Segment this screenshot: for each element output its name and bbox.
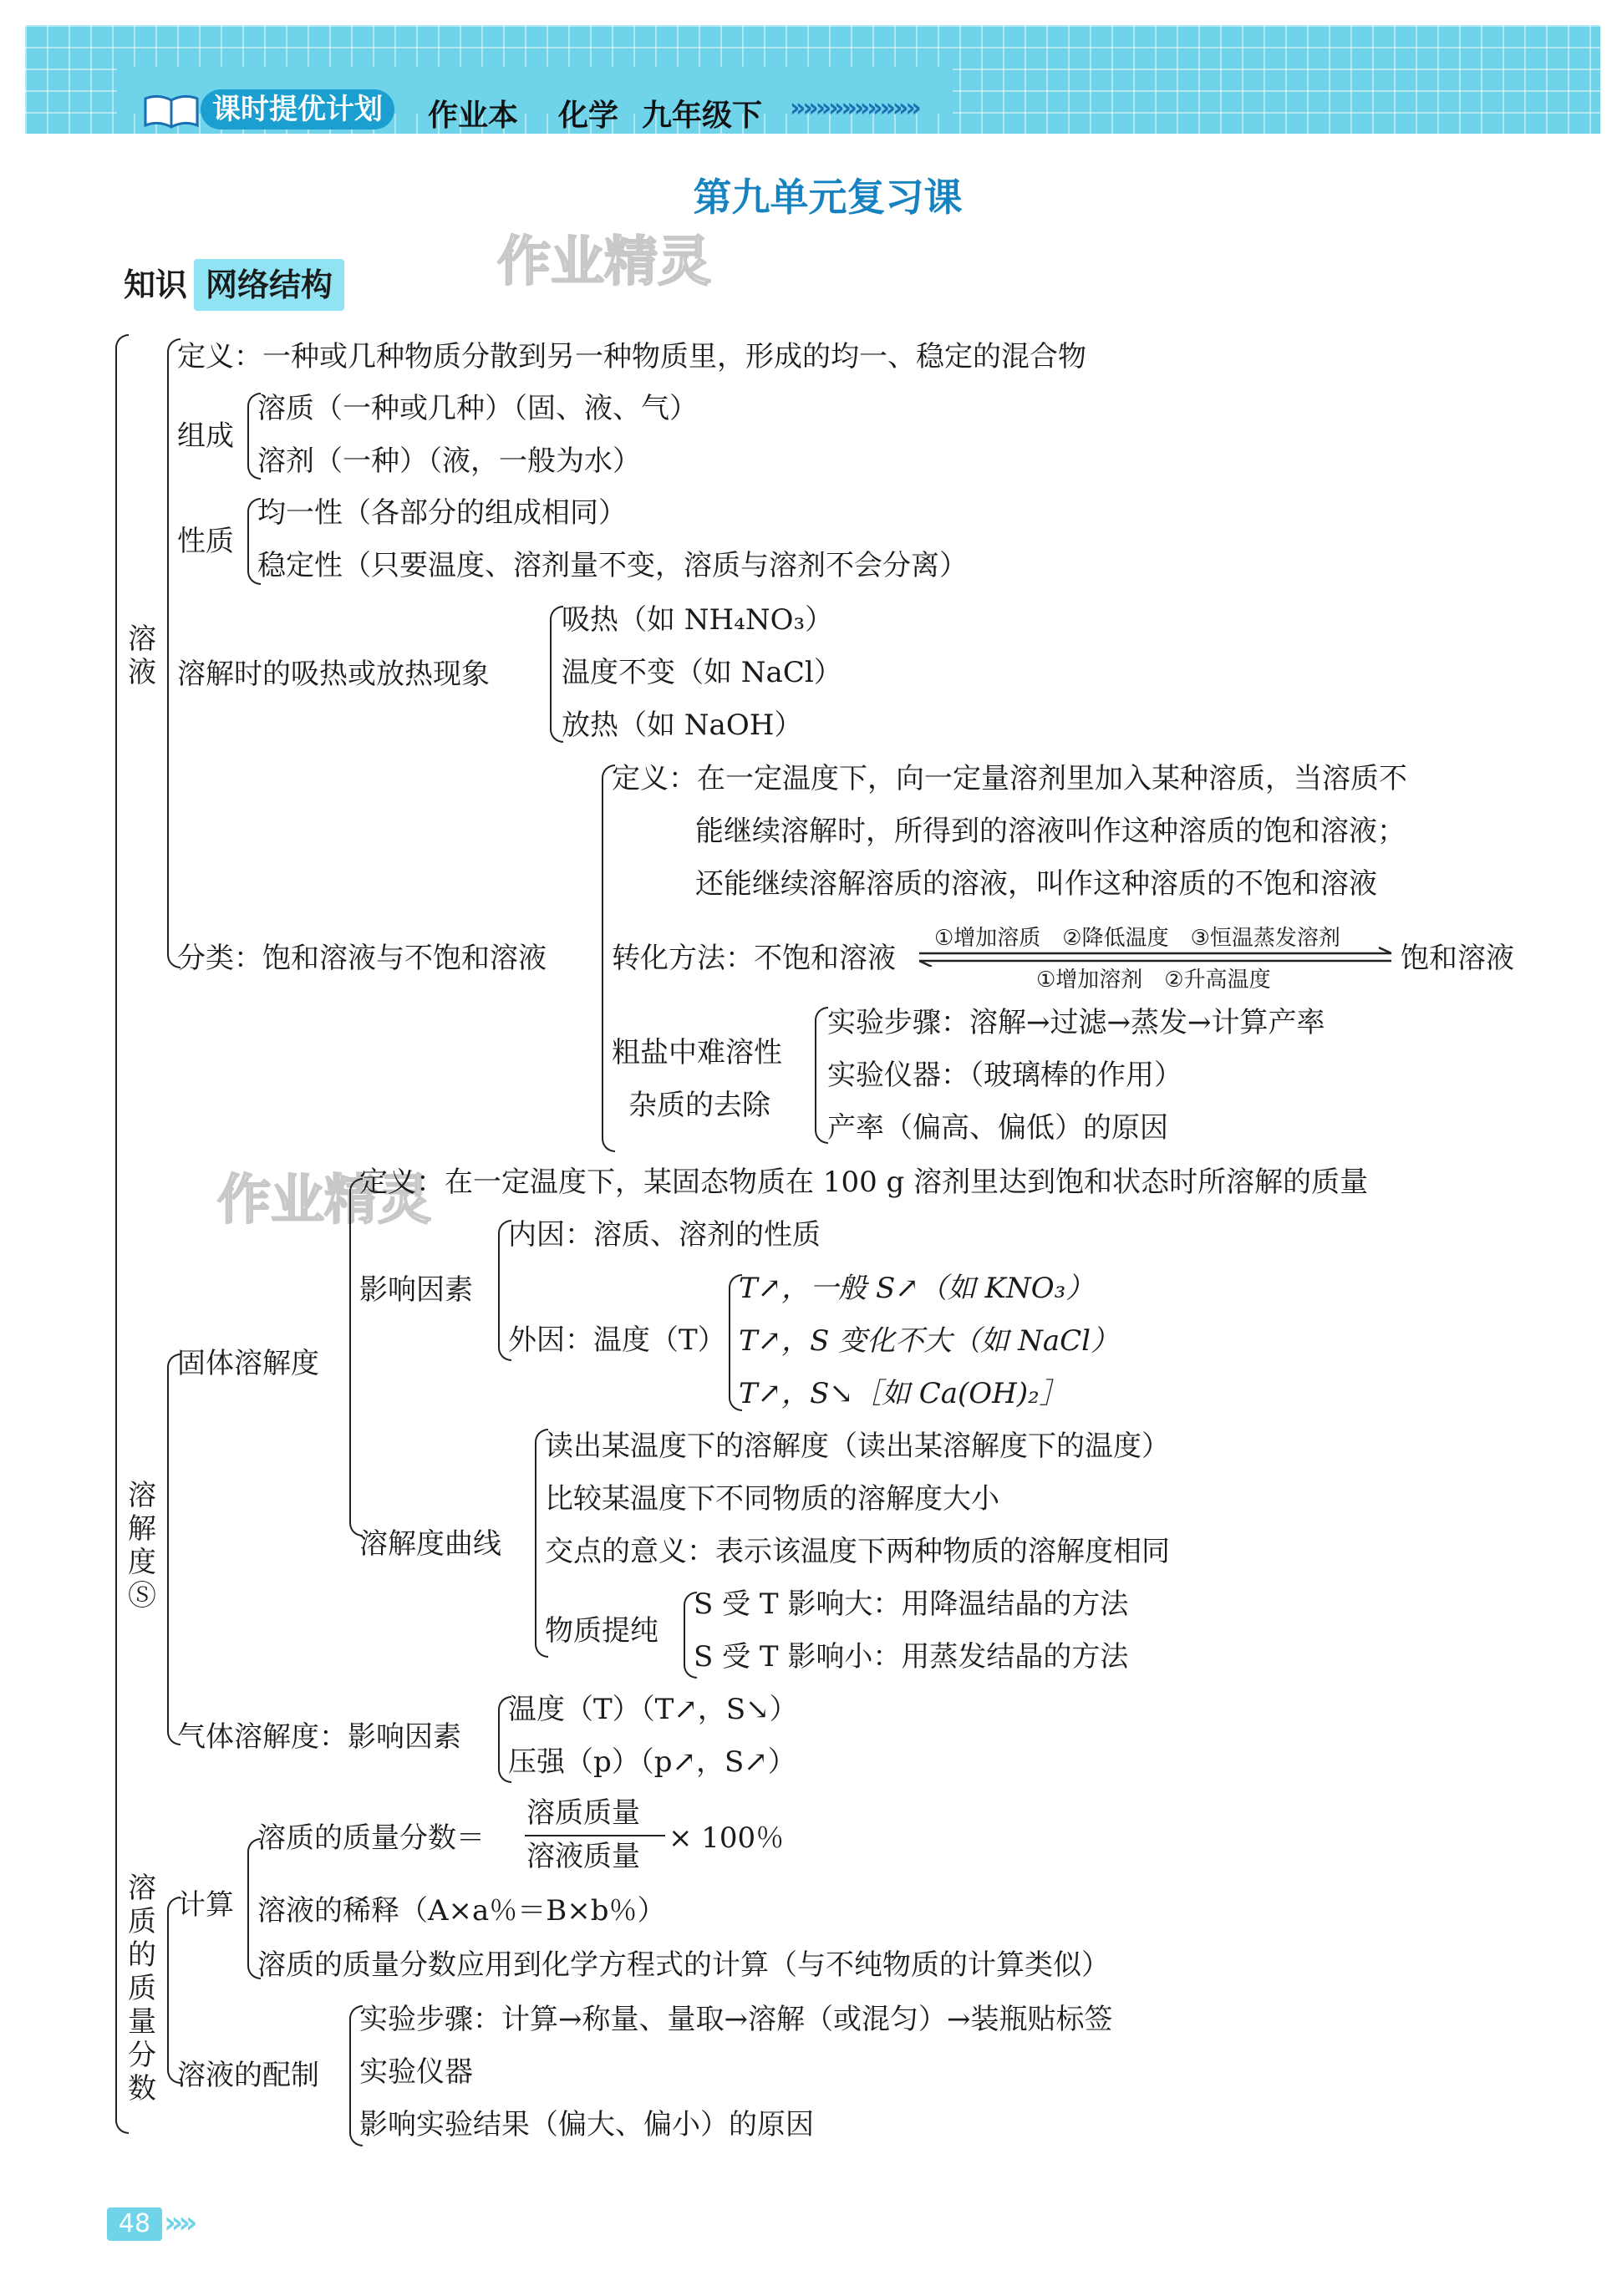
formula-suffix: × 100％: [669, 1821, 785, 1855]
external-item: T↗，S 变化不大（如 NaCl）: [739, 1324, 1119, 1358]
composition-label: 组成: [177, 419, 234, 453]
dilution: 溶液的稀释（A×a％＝B×b％）: [257, 1894, 666, 1928]
brace-root: [115, 334, 129, 2134]
purify-item: S 受 T 影响小：用蒸发结晶的方法: [694, 1640, 1129, 1674]
heat-item: 吸热（如 NH₄NO₃）: [562, 603, 834, 637]
gas-item: 温度（T）（T↗，S↘）: [508, 1693, 798, 1726]
brace-salt: [815, 1007, 828, 1144]
prep-item: 实验仪器: [359, 2055, 473, 2089]
root-solubility: 溶 解 度 Ⓢ: [128, 1479, 156, 1613]
property-item: 均一性（各部分的组成相同）: [257, 496, 627, 530]
curve-item: 读出某温度下的溶解度（读出某溶解度下的温度）: [545, 1430, 1170, 1463]
heat-item: 温度不变（如 NaCl）: [562, 656, 842, 689]
calc-label: 计算: [177, 1888, 234, 1922]
salt-label: 粗盐中难溶性: [612, 1036, 782, 1069]
section-label-b: 网络结构: [194, 259, 344, 311]
root-solution: 溶 液: [128, 622, 156, 689]
class-definition-line: 定义：在一定温度下，向一定量溶剂里加入某种溶质，当溶质不: [612, 762, 1407, 795]
class-definition-line: 还能继续溶解溶质的溶液，叫作这种溶质的不饱和溶液: [695, 867, 1377, 901]
heat-label: 溶解时的吸热或放热现象: [177, 658, 490, 691]
page-arrows: »»: [164, 2206, 193, 2240]
header-subject: 化学: [558, 99, 619, 133]
formula-prefix: 溶质的质量分数＝: [257, 1821, 485, 1855]
purify-item: S 受 T 影响大：用降温结晶的方法: [694, 1587, 1129, 1621]
property-label: 性质: [177, 525, 234, 558]
salt-label: 杂质的去除: [628, 1089, 770, 1122]
external-item: T↗，S↘［如 Ca(OH)₂］: [739, 1377, 1068, 1410]
root-mass-fraction: 溶 质 的 质 量 分 数: [128, 1872, 156, 2106]
formula-numerator: 溶质质量: [526, 1796, 640, 1830]
class-definition-line: 能继续溶解时，所得到的溶液叫作这种溶质的饱和溶液；: [695, 815, 1406, 848]
formula-denominator: 溶液质量: [526, 1840, 640, 1873]
curve-item: 交点的意义：表示该温度下两种物质的溶解度相同: [545, 1535, 1170, 1568]
salt-item: 实验仪器：（玻璃棒的作用）: [827, 1059, 1182, 1092]
solid-label: 固体溶解度: [177, 1347, 319, 1380]
section-label-a: 知识: [124, 267, 188, 303]
purify-label: 物质提纯: [545, 1614, 658, 1648]
page-title: 第九单元复习课: [693, 175, 963, 220]
header-book: 作业本: [428, 99, 519, 133]
property-item: 稳定性（只要温度、溶剂量不变，溶质与溶剂不会分离）: [257, 549, 968, 582]
watermark: 作业精灵: [497, 231, 711, 293]
gas-label: 气体溶解度：影响因素: [177, 1720, 461, 1754]
salt-item: 实验步骤：溶解→过滤→蒸发→计算产率: [827, 1006, 1325, 1039]
book-icon: [142, 92, 201, 129]
convert-suffix: 饱和溶液: [1401, 942, 1514, 975]
header-brand: 课时提优计划: [201, 89, 394, 130]
watermark: 作业精灵: [217, 1170, 431, 1232]
internal-factor: 内因：溶质、溶剂的性质: [508, 1218, 821, 1252]
prep-item: 影响实验结果（偏大、偏小）的原因: [359, 2108, 814, 2141]
brace-solubility: [167, 1354, 181, 1745]
composition-item: 溶质（一种或几种）（固、液、气）: [257, 392, 698, 425]
equation-calc: 溶质的质量分数应用到化学方程式的计算（与不纯物质的计算类似）: [257, 1948, 1110, 1982]
convert-double-arrow: [911, 947, 1400, 967]
prep-item: 实验步骤：计算→称量、量取→溶解（或混匀）→装瓶贴标签: [359, 2003, 1113, 2036]
class-label: 分类：饱和溶液与不饱和溶液: [177, 942, 547, 975]
curve-label: 溶解度曲线: [359, 1527, 501, 1561]
page-number: 48: [107, 2207, 162, 2241]
convert-bottom-label: ①增加溶剂 ②升高温度: [1036, 968, 1271, 993]
solubility-definition: 定义：在一定温度下，某固态物质在 100 g 溶剂里达到饱和状态时所溶解的质量: [359, 1166, 1369, 1199]
composition-item: 溶剂（一种）（液，一般为水）: [257, 444, 641, 478]
fraction-bar: [525, 1835, 665, 1836]
solution-definition: 定义：一种或几种物质分散到另一种物质里，形成的均一、稳定的混合物: [177, 340, 1086, 373]
header-arrows: »»»»»»»»»»: [790, 94, 918, 123]
prep-label: 溶液的配制: [177, 2059, 319, 2092]
heat-item: 放热（如 NaOH）: [562, 709, 803, 742]
convert-prefix: 转化方法：不饱和溶液: [612, 942, 896, 975]
convert-top-label: ①增加溶质 ②降低温度 ③恒温蒸发溶剂: [934, 926, 1340, 951]
factor-label: 影响因素: [359, 1273, 473, 1307]
header-grade: 九年级下: [642, 99, 763, 133]
brace-mass-fraction: [167, 1897, 181, 2084]
salt-item: 产率（偏高、偏低）的原因: [827, 1111, 1168, 1145]
section-heading: [117, 259, 344, 311]
external-item: T↗，一般 S↗（如 KNO₃）: [739, 1272, 1095, 1305]
brace-solid: [349, 1178, 363, 1537]
external-label: 外因：温度（T）: [508, 1323, 726, 1357]
gas-item: 压强（p）（p↗，S↗）: [508, 1745, 796, 1779]
curve-item: 比较某温度下不同物质的溶解度大小: [545, 1482, 999, 1516]
